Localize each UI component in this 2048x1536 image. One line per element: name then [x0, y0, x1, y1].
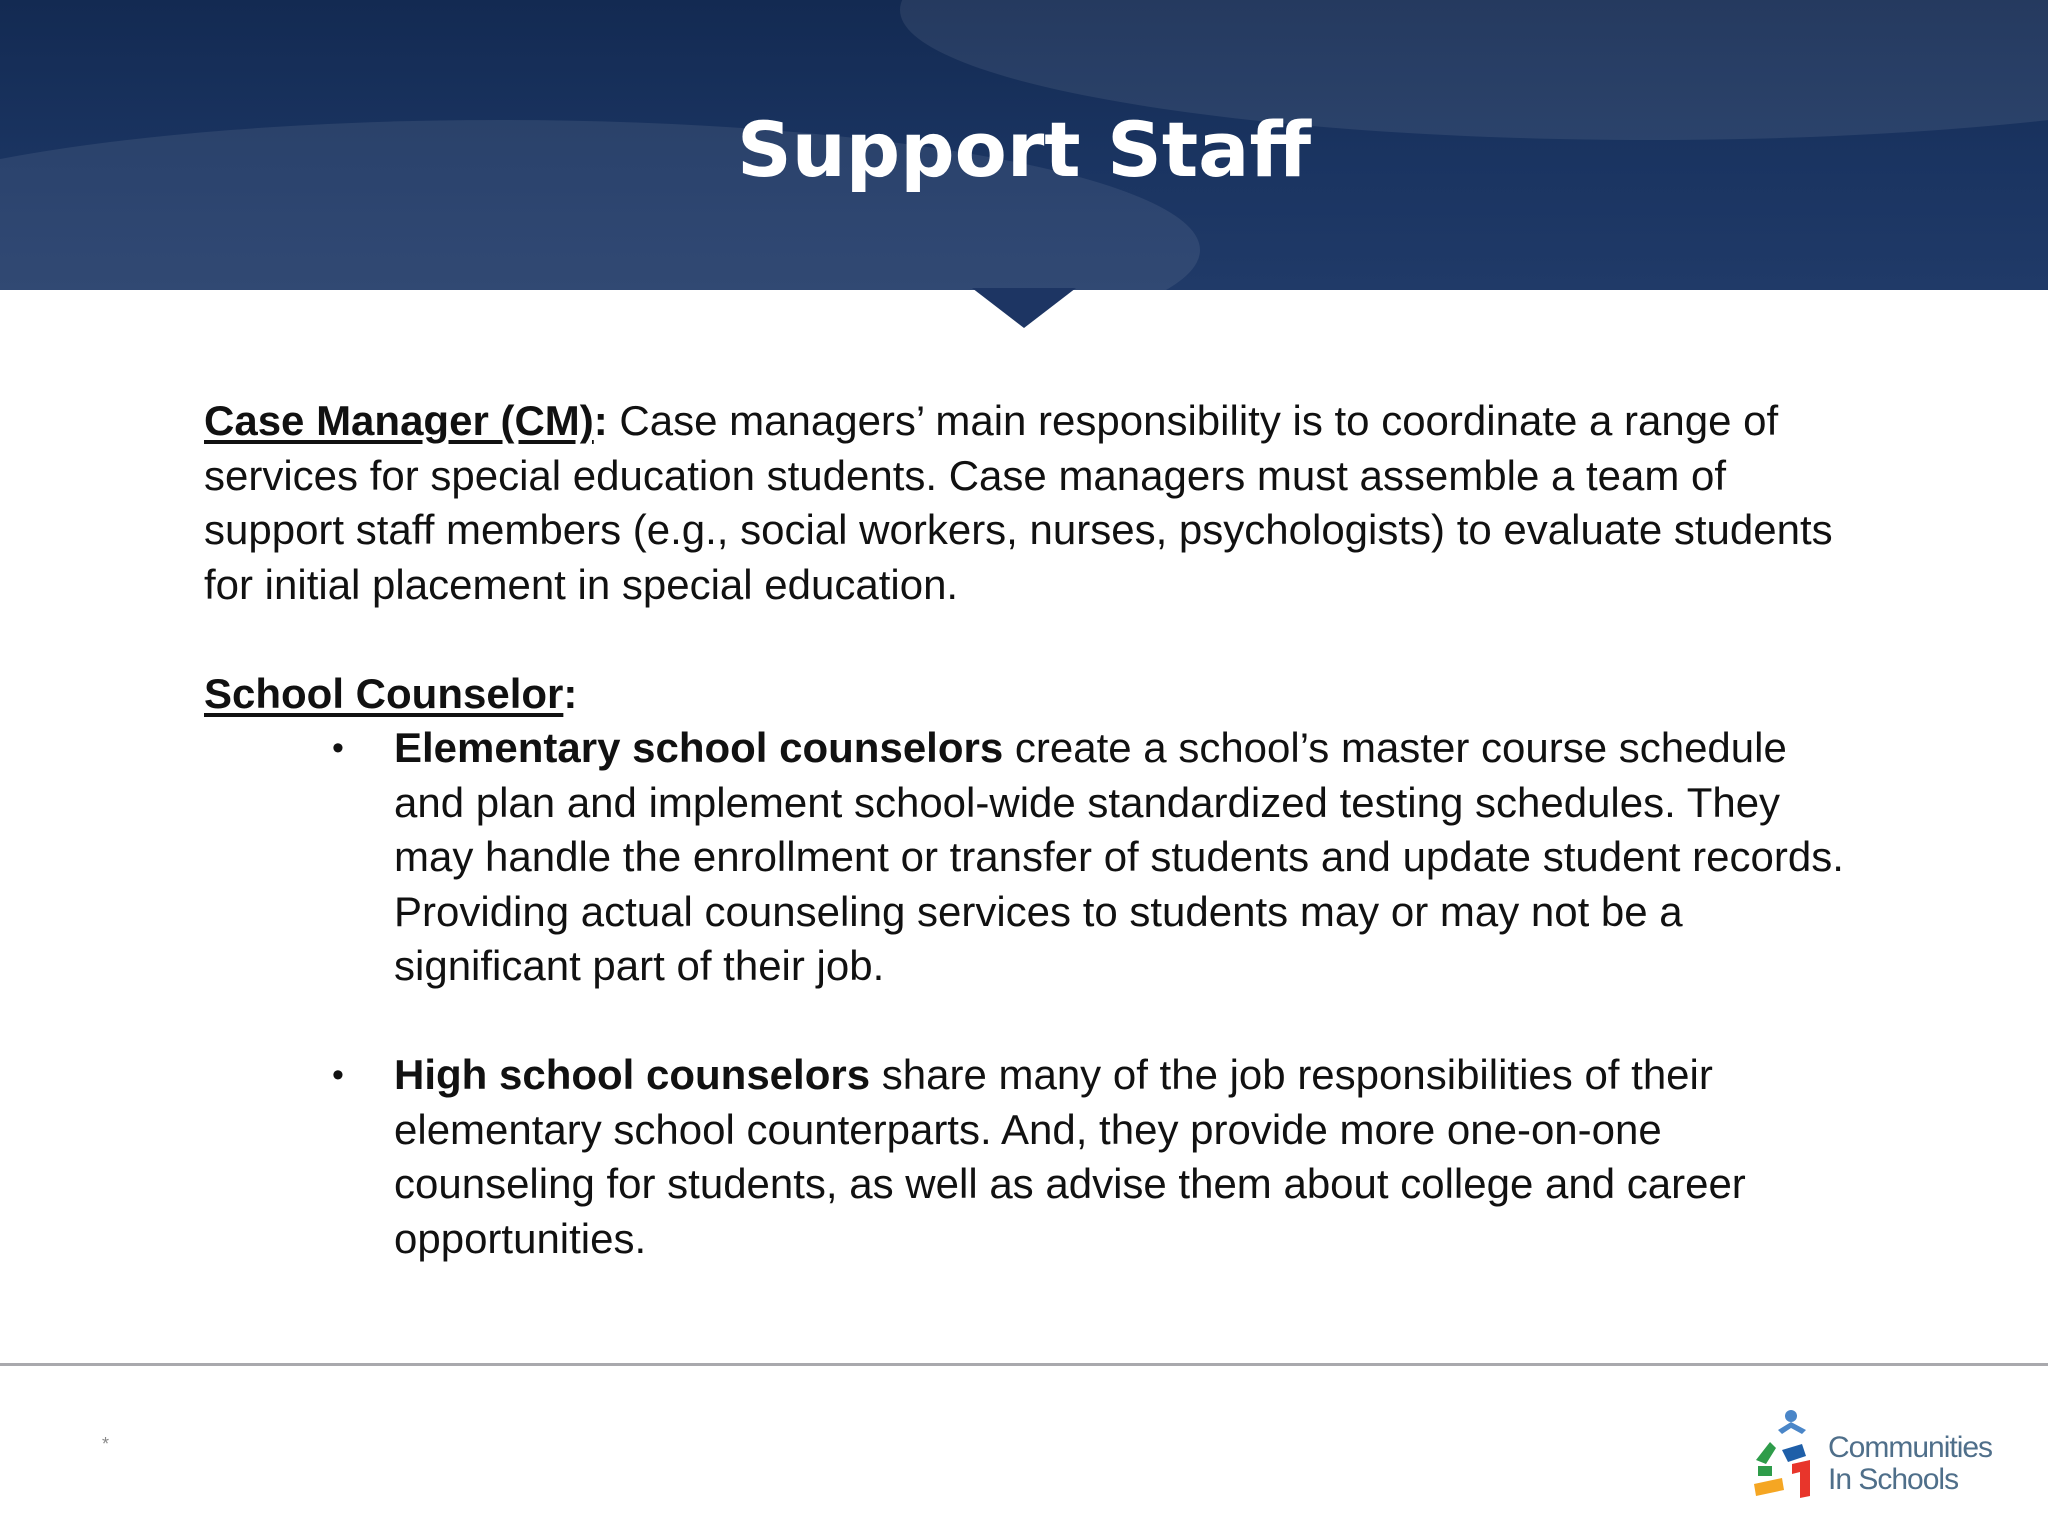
bullet-icon: • — [332, 729, 344, 767]
case-manager-description: Case managers’ main responsibility is to coordinate a range of services for special education students. Case managers must assemble a team of support staff members (e.g., social workers, nurses, psychologists) to evaluate students for initial placement in special education. — [204, 397, 1833, 608]
bullet-text: share many of the job responsibilities of their elementary school counterparts. And, they provide more one-on-one counseling for students, as well as advise them about college and career opportunities. — [394, 1051, 1746, 1262]
slide-body — [204, 394, 1864, 1266]
footer-divider — [0, 1363, 2048, 1366]
bullet-text: create a school’s master course schedule and plan and implement school-wide standardized testing schedules. They may handle the enrollment or transfer of students and update student records. Providing actual counseling services to students may or may not be a significant part of their job. — [394, 724, 1844, 989]
header-notch — [972, 288, 1076, 328]
bullet-spacer — [204, 994, 1864, 1049]
case-manager-paragraph — [204, 394, 1864, 612]
school-counselor-term: School Counselor — [204, 669, 564, 717]
logo-line-1: Communities — [1828, 1431, 1993, 1464]
page-mark: * — [102, 1434, 110, 1454]
bullet-lead-term: High school counselors — [394, 1051, 871, 1098]
paragraph-spacer — [204, 612, 1864, 667]
list-item — [204, 721, 1864, 994]
logo-line-2: In Schools — [1828, 1463, 1959, 1496]
communities-in-schools-logo — [1748, 1404, 2018, 1504]
bullet-icon: • — [332, 1056, 344, 1094]
school-counselor-heading — [204, 667, 1864, 722]
school-counselor-colon: : — [563, 669, 578, 717]
slide-title: Support Staff — [736, 105, 1312, 194]
list-item — [204, 1048, 1864, 1266]
communities-in-schools-logo-icon — [1748, 1404, 1828, 1504]
logo-wordmark — [1828, 1432, 1992, 1496]
case-manager-colon: : — [593, 397, 608, 444]
bullet-lead-term: Elementary school counselors — [394, 724, 1004, 771]
case-manager-term: Case Manager (CM) — [204, 397, 594, 444]
counselor-bullet-list — [204, 721, 1864, 1266]
